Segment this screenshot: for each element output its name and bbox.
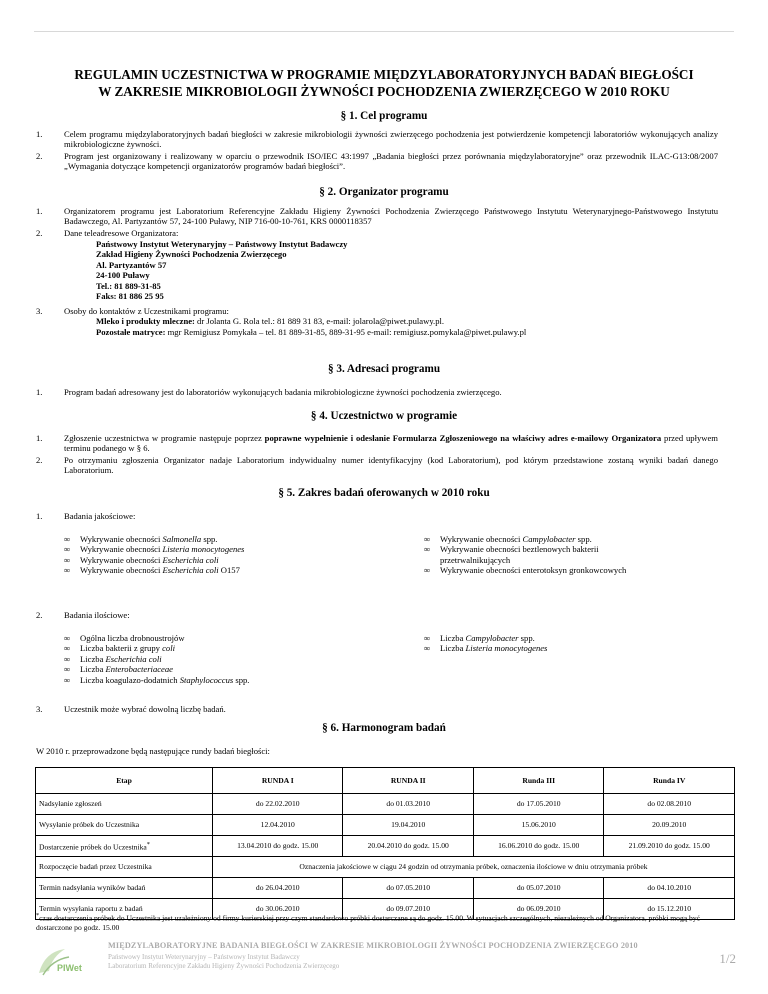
row-label: Wysyłanie próbek do Uczestnika	[36, 815, 213, 836]
footer-sub-line: Laboratorium Referencyjne Zakładu Higieny Żywności Pochodzenia Zwierzęcego	[108, 961, 340, 970]
item-text: Liczba bakterii z grupy	[80, 643, 163, 654]
header-cell: Runda III	[473, 768, 603, 794]
header-cell: Runda IV	[604, 768, 735, 794]
table-cell: do 07.05.2010	[343, 878, 473, 899]
item-text: Osoby do kontaktów z Uczestnikami programu:	[64, 306, 229, 316]
schedule-table	[35, 767, 735, 920]
address-line: Al. Partyzantów 57	[96, 259, 167, 270]
list-item	[424, 633, 659, 643]
table-cell: 12.04.2010	[213, 815, 343, 836]
item-number: 1.	[36, 511, 43, 521]
table-row	[36, 878, 735, 899]
list-item	[424, 565, 659, 575]
item-text: Program jest organizowany i realizowany w oparciu o przewodnik ISO/IEC 43:1997 „Badania biegłości przez porównania międzylaboratoryjne” oraz przewodnik ILAC-G13:08/2007 „Wymagania dotyczące kompetencji organizatorów programów badań biegłości”.	[64, 151, 718, 172]
logo-text: PIWet	[57, 963, 82, 973]
species-name: Salmonella	[162, 534, 202, 544]
item-text: Badania jakościowe:	[64, 511, 136, 521]
item-number: 3.	[36, 306, 43, 316]
item-number: 2.	[36, 228, 43, 238]
table-cell: do 26.04.2010	[213, 878, 343, 899]
table-row	[36, 836, 735, 857]
item-number: 2.	[36, 455, 43, 465]
s2-item-1	[36, 206, 718, 227]
qualitative-tests-left	[64, 534, 354, 576]
list-item	[64, 664, 354, 674]
species-name: Campylobacter	[465, 633, 519, 643]
footnote-marker: *	[36, 912, 40, 919]
header-cell: Etap	[36, 768, 213, 794]
list-item	[424, 544, 659, 565]
row-label: Termin nadsyłania wyników badań	[36, 878, 213, 899]
table-header-row	[36, 768, 735, 794]
item-text: Liczba	[80, 664, 106, 675]
section-4-heading: § 4. Uczestnictwo w programie	[310, 410, 458, 422]
s1-item-2	[36, 151, 718, 172]
page-footer	[30, 941, 738, 981]
species-name: Campylobacter	[522, 534, 576, 544]
table-cell: 20.04.2010 do godz. 15.00	[343, 836, 473, 857]
item-text: Liczba	[440, 643, 466, 654]
section-6-heading: § 6. Harmonogram badań	[322, 722, 446, 734]
contact-details: mgr Remigiusz Pomykała – tel. 81 889-31-85, 889-31-95 e-mail: remigiusz.pomykala@piwet.pulawy.pl	[165, 326, 527, 337]
table-row	[36, 794, 735, 815]
species-name: Staphylococcus	[179, 674, 234, 685]
table-cell: do 30.06.2010	[213, 899, 343, 920]
item-suffix: spp.	[575, 534, 592, 544]
table-cell: 20.09.2010	[604, 815, 735, 836]
text-part: przed upływem terminu podanego w § 6.	[64, 433, 718, 454]
item-text: Wykrywanie obecności	[80, 565, 163, 576]
item-text: Wykrywanie obecności	[80, 544, 163, 555]
footer-title: MIĘDZYLABORATORYJNE BADANIA BIEGŁOŚCI W ZAKRESIE MIKROBIOLOGII ŻYWNOŚCI POCHODZENIA ZWIERZĘCEGO 2010	[108, 941, 638, 950]
quantitative-tests-left	[64, 633, 354, 685]
item-number: 1.	[36, 433, 43, 443]
species-name: Escherichia coli	[105, 653, 162, 664]
header-cell: RUNDA II	[343, 768, 473, 794]
item-text: Liczba koagulazo-dodatnich	[80, 674, 180, 685]
item-text: Wykrywanie obecności	[440, 534, 523, 544]
table-cell: 19.04.2010	[343, 815, 473, 836]
list-item	[64, 565, 354, 575]
footnote-marker: *	[146, 840, 150, 848]
item-suffix: spp.	[233, 674, 250, 685]
qualitative-tests-right	[424, 534, 659, 576]
text-emphasis: poprawne wypełnienie i odesłanie Formularza Zgłoszeniowego na właściwy adres e-mailowy Organizatora	[264, 433, 662, 443]
address-line: Zakład Higieny Żywności Pochodzenia Zwierzęcego	[96, 249, 287, 260]
species-name: coli	[162, 643, 175, 654]
footnote-text: czas dostarczenia próbek do Uczestnika jest uzależniony od firmy kurierskiej przy czym standardowo próbki dostarczane są do godz. 15.00. W sytuacjach szczególnych, niezależnych od Organizatora, próbki mogą być dostarczone po godz. 15.00	[36, 913, 701, 933]
species-name: Listeria monocytogenes	[465, 643, 548, 654]
contact-label: Mleko i produkty mleczne:	[96, 316, 195, 327]
merged-cell: Oznaczenia jakościowe w ciągu 24 godzin od otrzymania próbek, oznaczenia ilościowe w dniu otrzymania próbek	[213, 857, 735, 878]
address-line: Faks: 81 886 25 95	[96, 291, 164, 302]
item-text: Liczba	[80, 653, 106, 664]
table-cell: do 02.08.2010	[604, 794, 735, 815]
section-2-heading: § 2. Organizator programu	[319, 186, 449, 198]
table-cell: do 22.02.2010	[213, 794, 343, 815]
table-row	[36, 857, 735, 878]
item-suffix: spp.	[201, 534, 218, 544]
organizer-address	[36, 239, 718, 302]
s4-item-2	[36, 455, 718, 476]
item-number: 1.	[36, 387, 43, 397]
list-item	[64, 544, 354, 554]
s4-item-1	[36, 433, 718, 454]
item-text	[64, 433, 718, 454]
item-text: Celem programu międzylaboratoryjnych badań biegłości w zakresie mikrobiologii żywności zwierzęcego pochodzenia jest potwierdzenie kompetencji laboratoriów wykonujących analizy mikrobiologiczne żywności.	[64, 129, 718, 150]
section-3-heading: § 3. Adresaci programu	[327, 363, 441, 375]
list-item	[64, 675, 354, 685]
item-text: Wykrywanie obecności	[80, 554, 163, 565]
item-text: Dane teleadresowe Organizatora:	[64, 228, 179, 238]
item-suffix: O157	[218, 565, 240, 576]
row-label: Nadsyłanie zgłoszeń	[36, 794, 213, 815]
list-item	[64, 633, 354, 643]
table-cell: do 15.12.2010	[604, 899, 735, 920]
table-footnote	[36, 912, 736, 933]
s2-item-3	[36, 306, 718, 337]
item-number: 1.	[36, 206, 43, 216]
list-item	[64, 555, 354, 565]
footer-subtitle	[108, 953, 339, 971]
list-item	[64, 534, 354, 544]
table-cell: 21.09.2010 do godz. 15.00	[604, 836, 735, 857]
table-cell: do 01.03.2010	[343, 794, 473, 815]
document-title	[40, 67, 728, 101]
item-number: 2.	[36, 151, 43, 161]
title-line-2: W ZAKRESIE MIKROBIOLOGII ŻYWNOŚCI POCHODZENIA ZWIERZĘCEGO W 2010 ROKU	[98, 83, 670, 99]
species-name: Enterobacteriaceae	[105, 664, 173, 675]
s5-item-1	[36, 511, 718, 521]
item-number: 2.	[36, 610, 43, 620]
s5-item-2	[36, 610, 718, 620]
table-cell: 16.06.2010 do godz. 15.00	[473, 836, 603, 857]
table-cell: 13.04.2010 do godz. 15.00	[213, 836, 343, 857]
contact-label: Pozostałe matryce:	[96, 326, 166, 337]
row-label: Termin wysyłania raportu z badań	[36, 899, 213, 920]
table-cell: do 09.07.2010	[343, 899, 473, 920]
item-text: Po otrzymaniu zgłoszenia Organizator nadaje Laboratorium indywidualny numer identyfikacyjny (kod Laboratorium), pod którym przedstawione zostaną wyniki badań danego Laboratorium.	[64, 455, 718, 476]
schedule-intro: W 2010 r. przeprowadzone będą następujące rundy badań biegłości:	[36, 746, 270, 756]
list-item	[64, 643, 354, 653]
table-cell: do 05.07.2010	[473, 878, 603, 899]
list-item	[424, 534, 659, 544]
s5-item-3	[36, 704, 718, 714]
table-cell: do 06.09.2010	[473, 899, 603, 920]
text-part: Zgłoszenie uczestnictwa w programie następuje poprzez	[64, 433, 265, 443]
s2-item-2	[36, 228, 718, 238]
item-number: 3.	[36, 704, 43, 714]
list-item	[424, 643, 659, 653]
header-cell: RUNDA I	[213, 768, 343, 794]
item-text: Program badań adresowany jest do laboratoriów wykonujących badania mikrobiologiczne żywności pochodzenia zwierzęcego.	[64, 387, 502, 397]
address-line: Państwowy Instytut Weterynaryjny – Państwowy Instytut Badawczy	[96, 239, 348, 249]
species-name: Listeria monocytogenes	[162, 544, 245, 555]
row-label	[36, 836, 213, 857]
contact-line-other	[96, 327, 718, 337]
contact-details: dr Jolanta G. Rola tel.: 81 889 31 83, e-mail: jolarola@piwet.pulawy.pl.	[194, 316, 445, 327]
title-line-1: REGULAMIN UCZESTNICTWA W PROGRAMIE MIĘDZYLABORATORYJNYCH BADAŃ BIEGŁOŚCI	[74, 67, 694, 82]
footer-sub-line: Państwowy Instytut Weterynaryjny – Państwowy Instytut Badawczy	[108, 953, 300, 961]
row-label-text: Dostarczenie próbek do Uczestnika	[39, 842, 147, 852]
species-name: Escherichia coli	[162, 565, 219, 576]
species-name: Escherichia coli	[162, 554, 219, 565]
item-text: Ogólna liczba drobnoustrojów	[80, 633, 185, 643]
item-text: Wykrywanie obecności beztlenowych bakterii przetrwalnikujących	[440, 544, 599, 565]
page-number: 1/2	[719, 951, 736, 966]
table-cell: do 17.05.2010	[473, 794, 603, 815]
contact-line-dairy	[96, 316, 718, 326]
s3-item-1	[36, 387, 718, 397]
row-label: Rozpoczęcie badań przez Uczestnika	[36, 857, 213, 878]
list-item	[64, 654, 354, 664]
item-number: 1.	[36, 129, 43, 139]
table-cell: do 04.10.2010	[604, 878, 735, 899]
item-suffix: spp.	[518, 633, 535, 643]
top-rule	[34, 31, 734, 32]
item-text: Uczestnik może wybrać dowolną liczbę badań.	[64, 704, 226, 714]
piwet-logo-icon	[35, 945, 91, 981]
quantitative-tests-right	[424, 633, 659, 654]
s1-item-1	[36, 129, 718, 150]
address-line: 24-100 Puławy	[96, 270, 150, 281]
item-text: Badania ilościowe:	[64, 610, 130, 620]
table-cell: 15.06.2010	[473, 815, 603, 836]
table-row	[36, 815, 735, 836]
section-1-heading: § 1. Cel programu	[340, 110, 428, 122]
item-text: Wykrywanie obecności enterotoksyn gronkowcowych	[440, 565, 627, 576]
item-text: Organizatorem programu jest Laboratorium Referencyjne Zakładu Higieny Żywności Pochodzenia Zwierzęcego Państwowego Instytutu Weterynaryjnego-Państwowego Instytutu Badawczego, Al. Partyzantów 57, 24-100 Puławy, NIP 716-00-10-761, KRS 0000118357	[64, 206, 718, 227]
section-5-heading: § 5. Zakres badań oferowanych w 2010 roku	[278, 487, 490, 499]
address-line: Tel.: 81 889-31-85	[96, 280, 161, 291]
item-text: Liczba	[440, 633, 466, 643]
item-text: Wykrywanie obecności	[80, 534, 163, 544]
